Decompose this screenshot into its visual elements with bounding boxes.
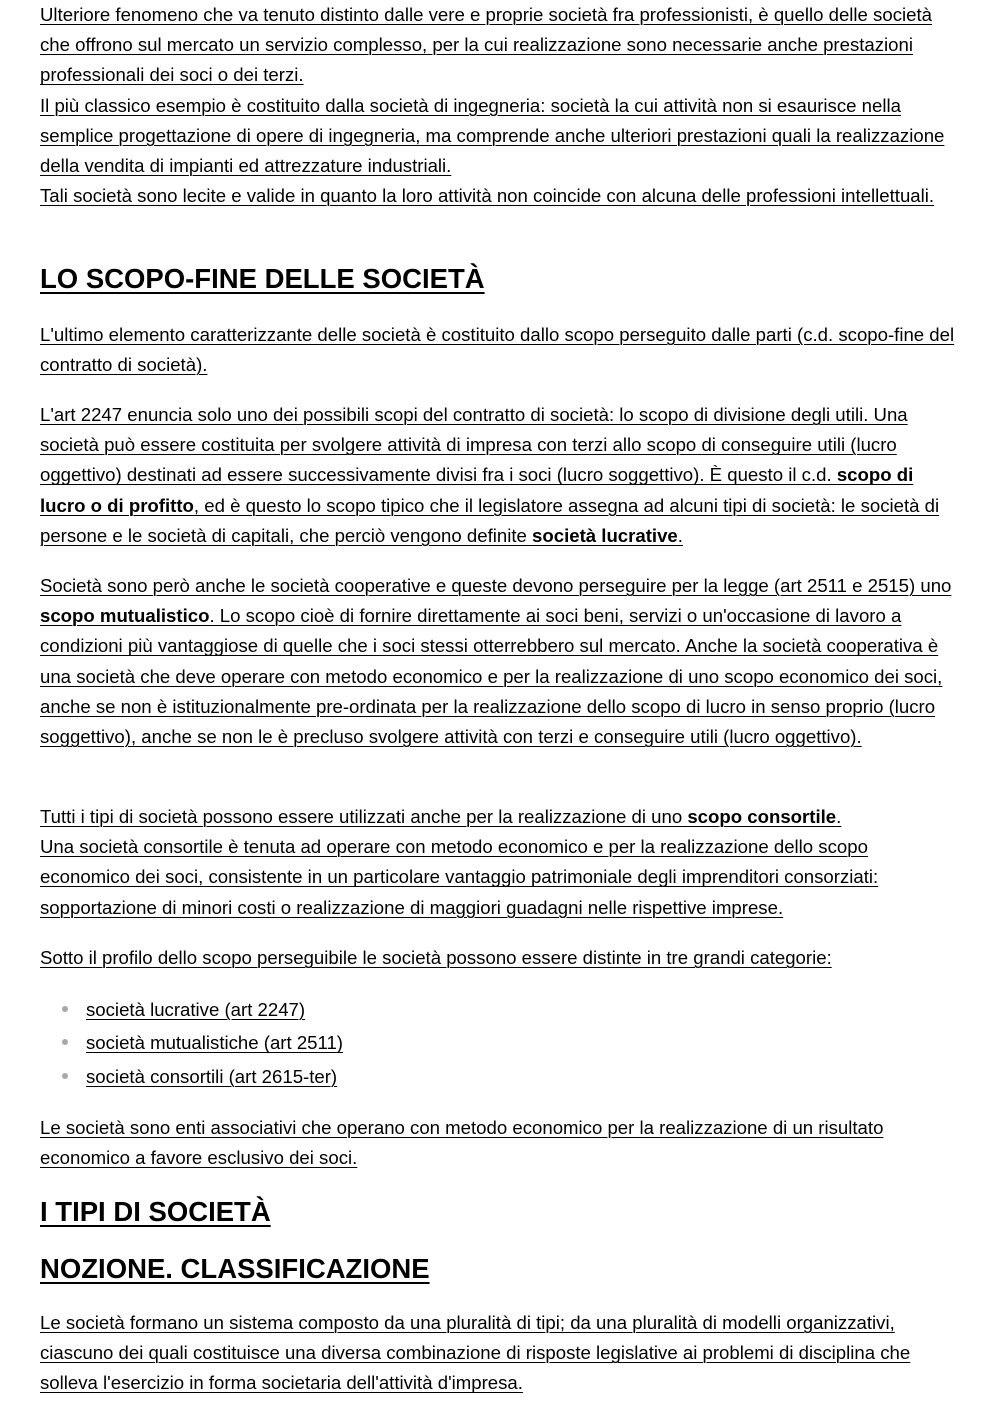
scopo-paragraph-2 [40,400,962,551]
scopo-mutualistico-term: scopo mutualistico [40,605,210,627]
intro-paragraph-2: Il più classico esempio è costituito dalla società di ingegneria: società la cui attività non si esaurisce nella semplice progettazione di opere di ingegneria, ma comprende anche ulteriori prestazioni quali la realizzazione della vendita di impianti ed attrezzature industriali. [40,94,945,177]
intro-paragraph-3: Tali società sono lecite e valide in quanto la loro attività non coincide con alcuna delle professioni intellettuali. [40,185,935,207]
categorie-intro-paragraph: Sotto il profilo dello scopo perseguibile le società possono essere distinte in tre grandi categorie: [40,947,832,968]
scopo-paragraph-1: L'ultimo elemento caratterizzante delle società è costituito dallo scopo perseguito dalle parti (c.d. scopo-fine del contratto di società). [40,324,955,376]
scopo-paragraph-3 [40,571,962,752]
scopo-paragraph-4 [40,802,962,832]
list-item [40,1026,962,1059]
scopo-paragraph-3-block [40,571,962,752]
section-scopo-fine [40,262,962,296]
list-item [40,993,962,1026]
section-heading-nozione: NOZIONE. CLASSIFICAZIONE [40,1253,430,1284]
scopo-text: , ed è questo lo scopo tipico che il legislatore assegna ad alcuni tipi di società: le società di persone e le società di capitali, che perciò vengono definite [40,494,940,546]
scopo-consortile-term: scopo consortile [687,806,837,827]
categorie-list-block [40,993,962,1093]
bullet-icon [62,1006,68,1012]
scopo-paragraph-2-block [40,400,962,551]
scopo-text: . [677,524,683,546]
list-item-label: società consortili (art 2615-ter) [86,1065,338,1087]
societa-lucrative-term: società lucrative [532,524,678,546]
bullet-icon [62,1039,68,1045]
scopo-paragraph-1-block [40,320,962,380]
section-heading-tipi: I TIPI DI SOCIETÀ [40,1196,271,1227]
nozione-paragraph-block [40,1308,962,1399]
scopo-paragraph-6-block [40,943,962,973]
scopo-text: . [836,806,842,827]
section-nozione [40,1252,962,1286]
section-heading-scopo-fine: LO SCOPO-FINE DELLE SOCIETÀ [40,263,485,294]
scopo-text: . Lo scopo cioè di fornire direttamente ai soci beni, servizi o un'occasione di lavoro a condizioni più vantaggiose di quelle che i soci stessi otterrebbero sul mercato. Anche la società cooperativa è una società che deve operare con metodo economico e per la realizzazione di uno scopo economico dei soci, anche se non è istituzionalmente pre-ordinata per la realizzazione dello scopo di lucro in senso proprio (lucro soggettivo), anche se non le è precluso svolgere attività con terzi e conseguire utili (lucro oggettivo). [40,605,943,748]
nozione-paragraph-1: Le società formano un sistema composto da una pluralità di tipi; da una pluralità di modelli organizzativi, ciascuno dei quali costituisce una diversa combinazione di risposte legislative ai problemi di disciplina che solleva l'esercizio in forma societaria dell'attività d'impresa. [40,1312,911,1394]
bullet-icon [62,1073,68,1079]
scopo-paragraph-5: Una società consortile è tenuta ad operare con metodo economico e per la realizzazione dello scopo economico dei soci, consistente in un particolare vantaggio patrimoniale degli imprenditori consorziati: sopportazione di minori costi o realizzazione di maggiori guadagni nelle rispettive imprese. [40,836,879,918]
scopo-text: Società sono però anche le società cooperative e queste devono perseguire per la legge (art 2511 e 2515) uno [40,575,952,596]
section-tipi [40,1195,962,1229]
scopo-paragraph-4-block [40,802,962,923]
intro-paragraph-1: Ulteriore fenomeno che va tenuto distinto dalle vere e proprie società fra professionisti, è quello delle società che offrono sul mercato un servizio complesso, per la cui realizzazione sono necessarie anche prestazioni professionali dei soci o dei terzi. [40,4,932,86]
scopo-lucro-term: scopo di lucro o di profitto [40,464,914,516]
list-item-label: società mutualistiche (art 2511) [86,1032,343,1054]
list-item [40,1060,962,1093]
enti-associativi-paragraph: Le società sono enti associativi che operano con metodo economico per la realizzazione di un risultato economico a favore esclusivo dei soci. [40,1117,884,1169]
list-item-label: società lucrative (art 2247) [86,999,306,1020]
scopo-text: L'art 2247 enuncia solo uno dei possibili scopi del contratto di società: lo scopo di divisione degli utili. Una società può essere costituita per svolgere attività di impresa con terzi allo scopo di conseguire utili (lucro oggettivo) destinati ad essere successivamente divisi fra i soci (lucro soggettivo). È questo il c.d. [40,404,908,486]
scopo-paragraph-7-block [40,1113,962,1173]
categorie-list [40,993,962,1093]
scopo-text: Tutti i tipi di società possono essere utilizzati anche per la realizzazione di uno [40,806,688,827]
intro-block [40,0,962,211]
